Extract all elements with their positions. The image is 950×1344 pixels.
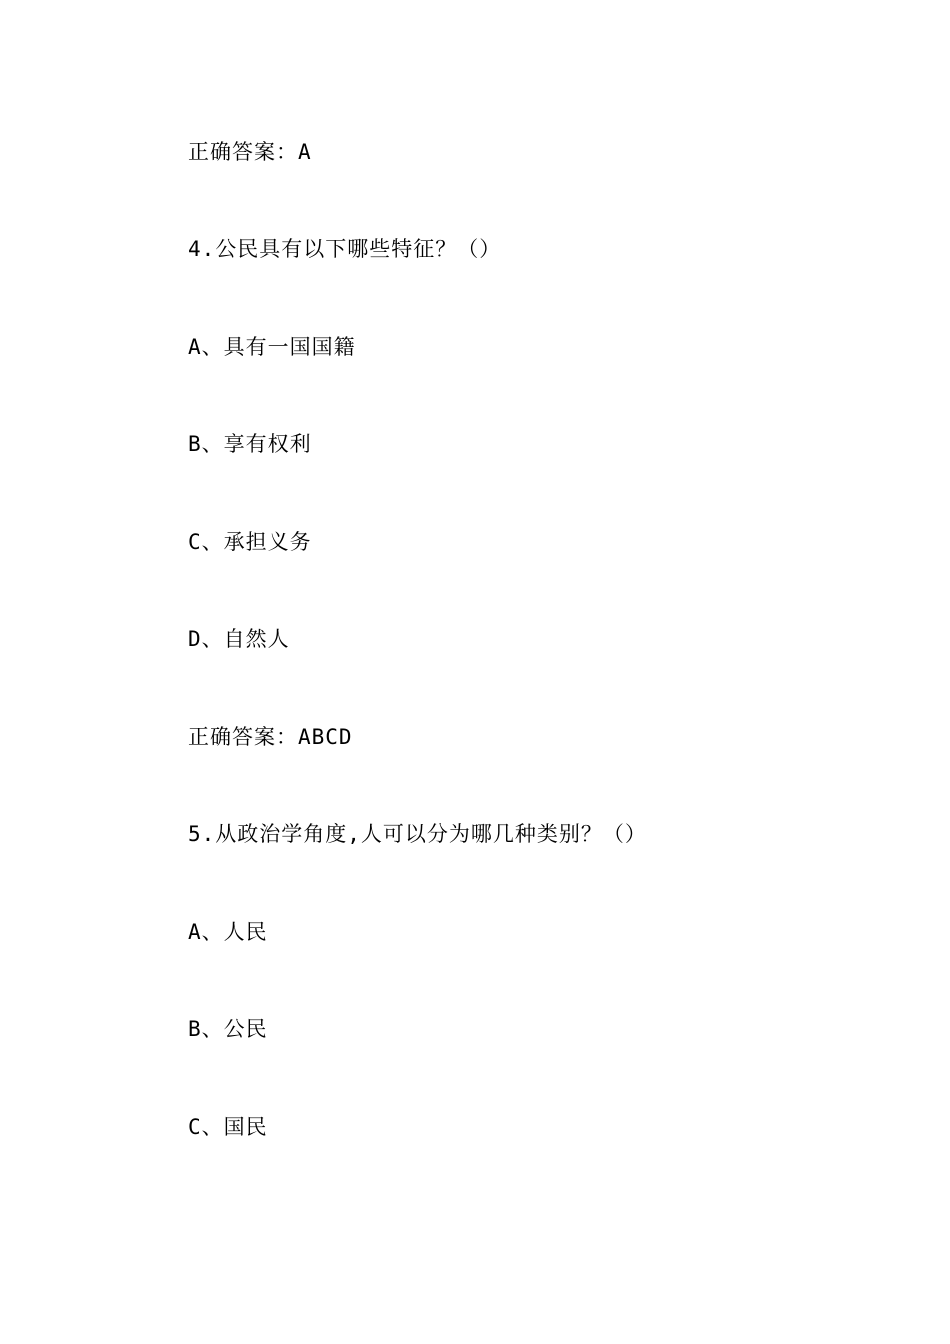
- question-5-option-c: C、国民: [188, 1115, 268, 1139]
- question-4-text: 4.公民具有以下哪些特征？（）: [188, 237, 502, 261]
- question-4-option-c: C、承担义务: [188, 530, 312, 554]
- question-5-text: 5.从政治学角度,人可以分为哪几种类别？（）: [188, 822, 647, 846]
- question-5-option-a: A、人民: [188, 920, 268, 944]
- question-4-option-d: D、自然人: [188, 627, 290, 651]
- question-5-option-b: B、公民: [188, 1017, 268, 1041]
- question-4-option-b: B、享有权利: [188, 432, 312, 456]
- question-4-option-a: A、具有一国国籍: [188, 335, 356, 359]
- answer-line-q4: 正确答案：ABCD: [188, 725, 353, 749]
- answer-line-q3: 正确答案：A: [188, 140, 312, 164]
